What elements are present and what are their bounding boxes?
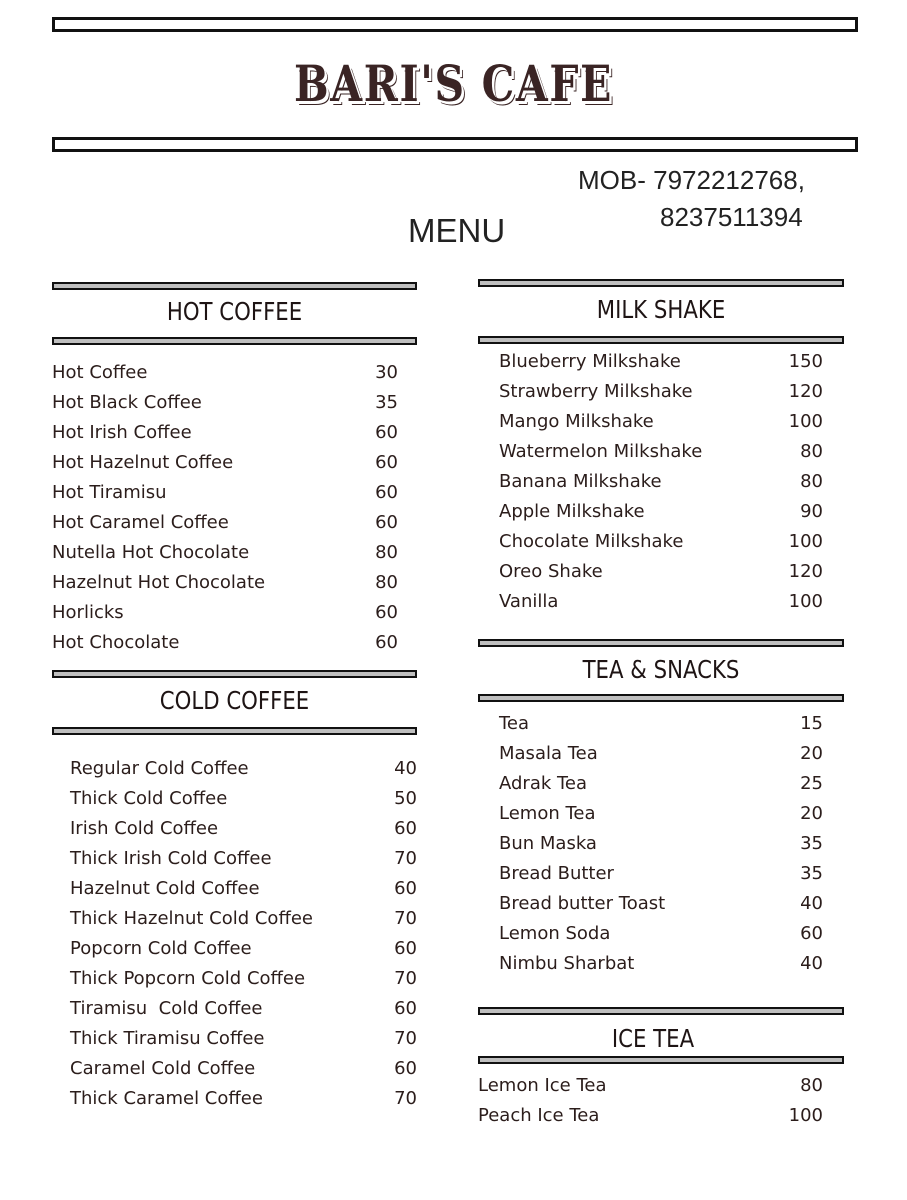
- item-name: Chocolate Milkshake: [499, 531, 684, 552]
- section-rule-top: [478, 279, 844, 287]
- item-price: 30: [375, 362, 398, 383]
- menu-item: [70, 1024, 417, 1054]
- menu-item: [499, 769, 823, 799]
- item-price: 100: [788, 531, 823, 552]
- menu-item: [499, 497, 823, 527]
- item-price: 60: [800, 923, 823, 944]
- mobile-number-line-1: MOB- 7972212768,: [578, 165, 805, 195]
- item-name: Mango Milkshake: [499, 411, 654, 432]
- section-rule-bottom: [478, 694, 844, 702]
- menu-item: [499, 407, 823, 437]
- item-name: Bread Butter: [499, 863, 614, 884]
- menu-item: [499, 347, 823, 377]
- item-price: 40: [800, 953, 823, 974]
- item-name: Thick Irish Cold Coffee: [70, 848, 272, 869]
- item-list: [70, 754, 417, 1114]
- item-name: Hot Irish Coffee: [52, 422, 192, 443]
- item-price: 25: [800, 773, 823, 794]
- section-rule-top: [478, 1007, 844, 1015]
- item-price: 60: [394, 1058, 417, 1079]
- item-name: Oreo Shake: [499, 561, 603, 582]
- item-name: Tea: [499, 713, 530, 734]
- item-name: Hot Coffee: [52, 362, 148, 383]
- item-price: 100: [788, 1105, 823, 1126]
- item-price: 35: [800, 833, 823, 854]
- menu-item: [70, 934, 417, 964]
- item-price: 70: [394, 968, 417, 989]
- item-price: 60: [375, 482, 398, 503]
- item-name: Caramel Cold Coffee: [70, 1058, 256, 1079]
- item-price: 70: [394, 1088, 417, 1109]
- item-name: Tiramisu Cold Coffee: [70, 998, 263, 1019]
- menu-item: [52, 478, 398, 508]
- item-price: 60: [375, 422, 398, 443]
- item-price: 60: [394, 938, 417, 959]
- item-price: 40: [394, 758, 417, 779]
- item-price: 80: [800, 441, 823, 462]
- item-name: Banana Milkshake: [499, 471, 662, 492]
- item-name: Adrak Tea: [499, 773, 588, 794]
- section-rule-bottom: [52, 727, 417, 735]
- section-rule-bottom: [52, 337, 417, 345]
- item-name: Vanilla: [499, 591, 559, 612]
- item-name: Lemon Soda: [499, 923, 611, 944]
- section-rule-top: [52, 282, 417, 290]
- item-list: [52, 358, 398, 658]
- item-price: 120: [788, 561, 823, 582]
- menu-item: [478, 1101, 823, 1131]
- menu-item: [52, 448, 398, 478]
- menu-item: [52, 538, 398, 568]
- menu-item: [70, 1054, 417, 1084]
- item-name: Apple Milkshake: [499, 501, 645, 522]
- item-price: 60: [375, 452, 398, 473]
- menu-item: [499, 889, 823, 919]
- menu-item: [70, 994, 417, 1024]
- menu-item: [499, 859, 823, 889]
- item-name: Thick Caramel Coffee: [70, 1088, 263, 1109]
- section-title: COLD COFFEE: [159, 686, 310, 715]
- item-name: Bread butter Toast: [499, 893, 666, 914]
- item-list: [499, 347, 823, 617]
- menu-item: [499, 527, 823, 557]
- item-name: Lemon Ice Tea: [478, 1075, 607, 1096]
- item-price: 60: [375, 512, 398, 533]
- menu-item: [52, 508, 398, 538]
- item-name: Hot Hazelnut Coffee: [52, 452, 234, 473]
- item-name: Thick Cold Coffee: [70, 788, 228, 809]
- item-price: 35: [375, 392, 398, 413]
- menu-item: [499, 919, 823, 949]
- menu-item: [52, 598, 398, 628]
- menu-heading: MENU: [408, 212, 506, 249]
- item-price: 80: [375, 572, 398, 593]
- item-price: 40: [800, 893, 823, 914]
- item-price: 60: [394, 878, 417, 899]
- menu-item: [499, 799, 823, 829]
- item-price: 50: [394, 788, 417, 809]
- menu-item: [499, 467, 823, 497]
- menu-item: [70, 754, 417, 784]
- item-price: 100: [788, 411, 823, 432]
- menu-item: [52, 568, 398, 598]
- menu-item: [52, 358, 398, 388]
- menu-item: [70, 844, 417, 874]
- item-name: Hot Tiramisu: [52, 482, 167, 503]
- section-title: ICE TEA: [611, 1024, 695, 1053]
- header-bottom-border: [52, 137, 858, 152]
- item-name: Lemon Tea: [499, 803, 596, 824]
- item-name: Hot Black Coffee: [52, 392, 202, 413]
- item-name: Nutella Hot Chocolate: [52, 542, 250, 563]
- menu-item: [499, 377, 823, 407]
- item-price: 60: [375, 602, 398, 623]
- item-price: 60: [394, 818, 417, 839]
- item-name: Popcorn Cold Coffee: [70, 938, 252, 959]
- section-rule-top: [478, 639, 844, 647]
- item-name: Strawberry Milkshake: [499, 381, 693, 402]
- item-name: Horlicks: [52, 602, 124, 623]
- menu-item: [499, 437, 823, 467]
- mobile-number-line-2: 8237511394: [660, 202, 803, 232]
- section-rule-bottom: [478, 336, 844, 344]
- item-name: Hazelnut Cold Coffee: [70, 878, 260, 899]
- item-price: 70: [394, 908, 417, 929]
- menu-item: [478, 1071, 823, 1101]
- menu-item: [52, 628, 398, 658]
- menu-item: [70, 784, 417, 814]
- item-name: Regular Cold Coffee: [70, 758, 249, 779]
- item-name: Hot Caramel Coffee: [52, 512, 229, 533]
- section-rule-bottom: [478, 1056, 844, 1064]
- menu-item: [499, 949, 823, 979]
- menu-item: [70, 874, 417, 904]
- item-name: Masala Tea: [499, 743, 598, 764]
- cafe-name-logo: BARI'S CAFE: [293, 54, 614, 113]
- item-price: 70: [394, 1028, 417, 1049]
- item-name: Bun Maska: [499, 833, 597, 854]
- section-title: MILK SHAKE: [596, 295, 726, 324]
- menu-item: [52, 418, 398, 448]
- item-name: Hazelnut Hot Chocolate: [52, 572, 266, 593]
- item-price: 90: [800, 501, 823, 522]
- item-price: 60: [394, 998, 417, 1019]
- menu-item: [499, 739, 823, 769]
- menu-item: [499, 587, 823, 617]
- item-price: 20: [800, 803, 823, 824]
- item-name: Watermelon Milkshake: [499, 441, 703, 462]
- item-name: Irish Cold Coffee: [70, 818, 219, 839]
- item-price: 120: [788, 381, 823, 402]
- header-top-border: [52, 17, 858, 32]
- menu-item: [70, 964, 417, 994]
- item-name: Nimbu Sharbat: [499, 953, 635, 974]
- menu-item: [499, 557, 823, 587]
- item-price: 15: [800, 713, 823, 734]
- item-price: 80: [375, 542, 398, 563]
- item-price: 35: [800, 863, 823, 884]
- item-price: 150: [788, 351, 823, 372]
- menu-item: [499, 709, 823, 739]
- item-price: 20: [800, 743, 823, 764]
- menu-item: [52, 388, 398, 418]
- item-name: Hot Chocolate: [52, 632, 180, 653]
- menu-item: [70, 814, 417, 844]
- item-price: 60: [375, 632, 398, 653]
- item-list: [499, 709, 823, 979]
- item-name: Blueberry Milkshake: [499, 351, 681, 372]
- menu-item: [70, 904, 417, 934]
- section-title: TEA & SNACKS: [582, 655, 740, 684]
- item-list: [478, 1071, 823, 1131]
- item-name: Thick Hazelnut Cold Coffee: [70, 908, 313, 929]
- item-price: 70: [394, 848, 417, 869]
- section-title: HOT COFFEE: [166, 297, 303, 326]
- item-price: 80: [800, 471, 823, 492]
- item-name: Peach Ice Tea: [478, 1105, 600, 1126]
- section-rule-top: [52, 670, 417, 678]
- item-price: 100: [788, 591, 823, 612]
- item-name: Thick Tiramisu Coffee: [70, 1028, 265, 1049]
- item-price: 80: [800, 1075, 823, 1096]
- menu-item: [70, 1084, 417, 1114]
- menu-item: [499, 829, 823, 859]
- item-name: Thick Popcorn Cold Coffee: [70, 968, 306, 989]
